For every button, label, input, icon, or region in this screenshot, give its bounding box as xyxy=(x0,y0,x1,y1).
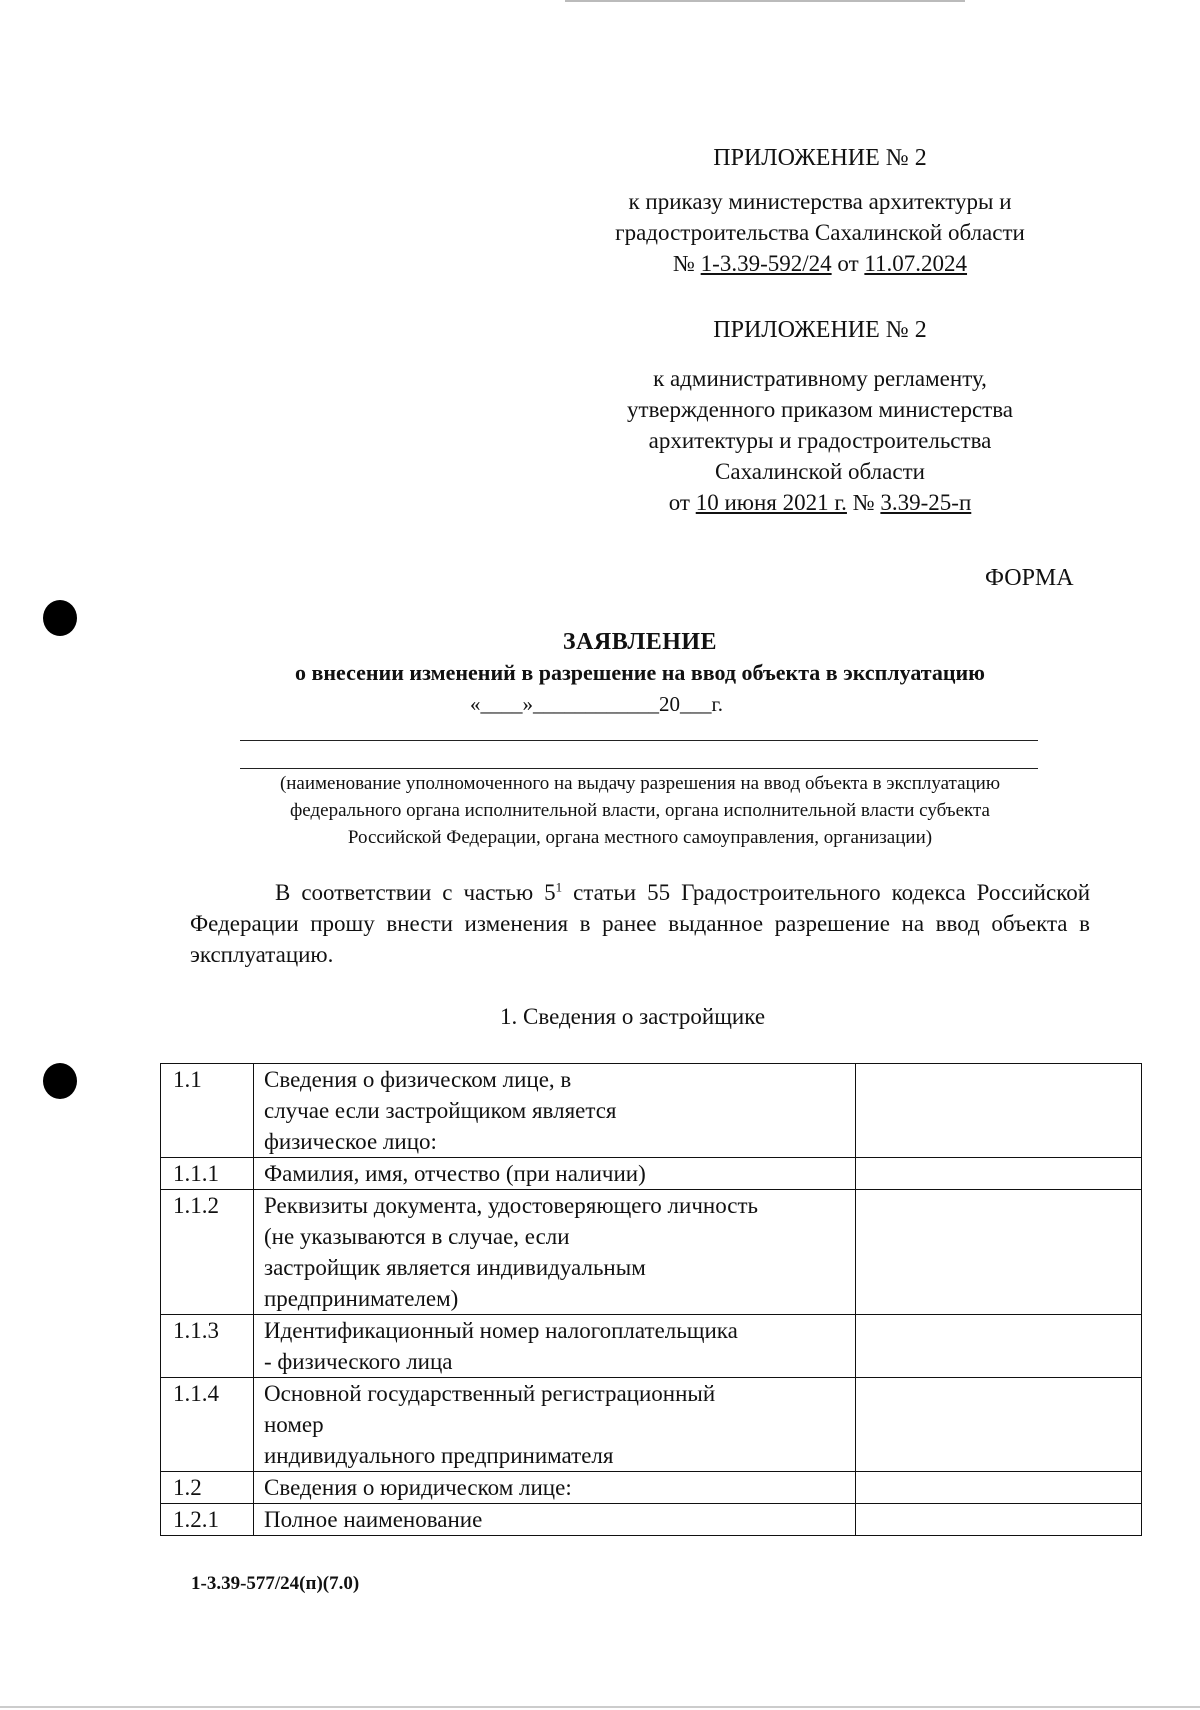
regulation-number: 3.39-25-п xyxy=(880,490,972,515)
row-value-field[interactable] xyxy=(856,1190,1142,1315)
row-label xyxy=(254,1158,856,1190)
row-label xyxy=(254,1378,856,1472)
row-label-line: Фамилия, имя, отчество (при наличии) xyxy=(264,1161,646,1186)
authority-blank-line xyxy=(240,740,1038,741)
row-label-line: номер xyxy=(264,1412,324,1437)
row-label xyxy=(254,1190,856,1315)
row-label xyxy=(254,1504,856,1536)
date-prefix: от xyxy=(837,251,859,276)
table-row xyxy=(161,1378,1142,1472)
appendix-line: к административному регламенту, xyxy=(653,366,987,391)
form-label: ФОРМА xyxy=(985,565,1074,591)
appendix-line: архитектуры и градостроительства xyxy=(648,428,992,453)
row-value-field[interactable] xyxy=(856,1472,1142,1504)
row-label-line: Полное наименование xyxy=(264,1507,483,1532)
row-value-field[interactable] xyxy=(856,1504,1142,1536)
row-label-line: предпринимателем) xyxy=(264,1286,459,1311)
table-row xyxy=(161,1315,1142,1378)
authority-blank-line xyxy=(240,768,1038,769)
row-value-field[interactable] xyxy=(856,1064,1142,1158)
row-label-line: Основной государственный регистрационный xyxy=(264,1381,716,1406)
appendix-line: Сахалинской области xyxy=(715,459,925,484)
row-number: 1.1.1 xyxy=(161,1158,254,1190)
number-prefix: № xyxy=(672,251,695,276)
document-title: ЗАЯВЛЕНИЕ xyxy=(562,629,718,655)
appendix-line: к приказу министерства архитектуры и xyxy=(628,189,1012,214)
row-value-field[interactable] xyxy=(856,1158,1142,1190)
appendix-order-block xyxy=(560,143,1080,279)
scan-artifact-bottom xyxy=(0,1706,1200,1708)
order-number: 1-3.39-592/24 xyxy=(700,251,832,276)
caption-line: Российской Федерации, органа местного самоуправления, организации) xyxy=(347,827,933,848)
punch-hole xyxy=(43,1063,77,1099)
table-row xyxy=(161,1472,1142,1504)
section-title: 1. Сведения о застройщике xyxy=(500,1004,766,1029)
row-number: 1.2 xyxy=(161,1472,254,1504)
caption-line: (наименование уполномоченного на выдачу разрешения на ввод объекта в эксплуатацию xyxy=(279,773,1001,794)
order-reference xyxy=(560,248,1080,279)
row-value-field[interactable] xyxy=(856,1378,1142,1472)
row-number: 1.1.2 xyxy=(161,1190,254,1315)
row-label-line: Реквизиты документа, удостоверяющего личность xyxy=(264,1193,759,1218)
row-label-line: (не указываются в случае, если xyxy=(264,1224,570,1249)
row-label-line: Идентификационный номер налогоплательщика xyxy=(264,1318,738,1343)
request-text-start: В соответствии с частью 5 xyxy=(275,880,556,905)
scan-artifact-top xyxy=(565,0,965,2)
row-label-line: Сведения о юридическом лице: xyxy=(264,1475,572,1500)
appendix-line: утвержденного приказом министерства xyxy=(627,397,1013,422)
row-label xyxy=(254,1472,856,1504)
appendix-regulation-block xyxy=(560,315,1080,518)
row-label-line: случае если застройщиком является xyxy=(264,1098,617,1123)
row-label-line: Сведения о физическом лице, в xyxy=(264,1067,572,1092)
table-row xyxy=(161,1190,1142,1315)
document-subtitle: о внесении изменений в разрешение на ввод объекта в эксплуатацию xyxy=(294,660,985,685)
regulation-reference xyxy=(560,487,1080,518)
row-number: 1.2.1 xyxy=(161,1504,254,1536)
appendix-title: ПРИЛОЖЕНИЕ № 2 xyxy=(713,145,927,171)
row-label-line: индивидуального предпринимателя xyxy=(264,1443,614,1468)
appendix-line: градостроительства Сахалинской области xyxy=(615,220,1025,245)
number-prefix: № xyxy=(852,490,875,515)
table-row xyxy=(161,1504,1142,1536)
row-number: 1.1.4 xyxy=(161,1378,254,1472)
row-value-field[interactable] xyxy=(856,1315,1142,1378)
date-line: «____»____________20___г. xyxy=(470,692,723,716)
row-number: 1.1 xyxy=(161,1064,254,1158)
request-text-end: статьи 55 Градостроительного кодекса Российской Федерации прошу внести изменения в ранее выданное разрешение на ввод объекта в эксплуатацию. xyxy=(190,880,1091,967)
request-superscript: 1 xyxy=(555,879,563,895)
table-row xyxy=(161,1064,1142,1158)
date-prefix: от xyxy=(668,490,690,515)
request-paragraph xyxy=(190,877,1090,970)
regulation-date: 10 июня 2021 г. xyxy=(695,490,847,515)
caption-line: федерального органа исполнительной власти, органа исполнительной власти субъекта xyxy=(289,800,990,821)
order-date: 11.07.2024 xyxy=(864,251,968,276)
row-label xyxy=(254,1064,856,1158)
appendix-title: ПРИЛОЖЕНИЕ № 2 xyxy=(713,317,927,343)
row-label xyxy=(254,1315,856,1378)
authority-caption xyxy=(190,770,1090,851)
developer-info-table xyxy=(160,1063,1142,1536)
row-number: 1.1.3 xyxy=(161,1315,254,1378)
row-label-line: физическое лицо: xyxy=(264,1129,437,1154)
row-label-line: - физического лица xyxy=(264,1349,453,1374)
table-row xyxy=(161,1158,1142,1190)
footer-code: 1-3.39-577/24(п)(7.0) xyxy=(191,1573,360,1594)
row-label-line: застройщик является индивидуальным xyxy=(264,1255,646,1280)
